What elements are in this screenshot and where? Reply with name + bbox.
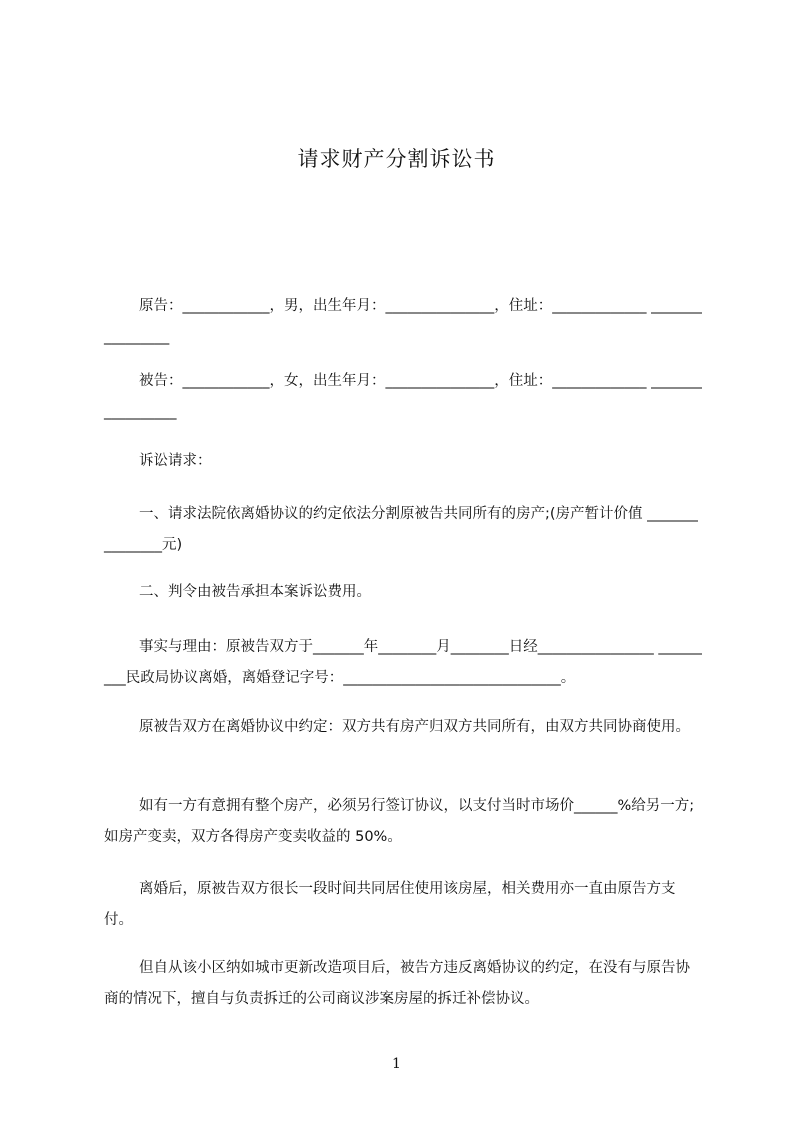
plaintiff-info: 原告：____________，男，出生年月：_______________，住址：_____________ ________________: [104, 298, 702, 345]
facts-paragraph-3: 如有一方有意拥有整个房产，必须另行签订协议，以支付当时市场价______%给另一方;如房产变卖，双方各得房产变卖收益的 50%。: [104, 798, 695, 845]
facts-paragraph-4: 离婚后，原被告双方很长一段时间共同居住使用该房屋，相关费用亦一直由原告方支付。: [104, 881, 676, 928]
document-title: 请求财产分割诉讼书: [297, 147, 496, 171]
defendant-info: 被告：____________，女，出生年月：_______________，住址：_____________ _________________: [104, 373, 702, 420]
facts-paragraph-2: 原被告双方在离婚协议中约定：双方共有房产归双方共同所有，由双方共同协商使用。: [139, 719, 690, 735]
claims-heading: 诉讼请求：: [139, 453, 212, 469]
page-number: 1: [392, 1056, 401, 1072]
claim-item-1: 一、请求法院依离婚协议的约定依法分割原被告共同所有的房产;(房产暂计价值 _______________元): [104, 506, 698, 553]
facts-paragraph-5: 但自从该小区纳如城市更新改造项目后，被告方违反离婚协议的约定，在没有与原告协商的情况下，擅自与负责拆迁的公司商议涉案房屋的拆迁补偿协议。: [104, 960, 690, 1007]
facts-paragraph-1: 事实与理由：原被告双方于_______年________月________日经________________ _________民政局协议离婚，离婚登记字号：______________________________。: [104, 639, 702, 686]
claim-item-2: 二、判令由被告承担本案诉讼费用。: [139, 584, 371, 600]
